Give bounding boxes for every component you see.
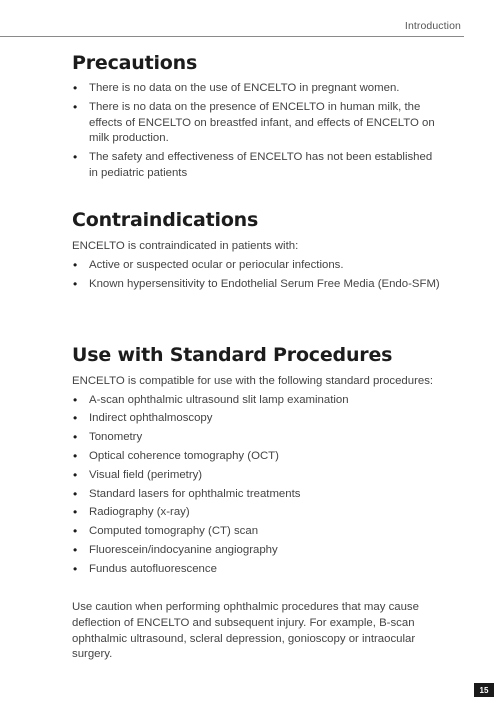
contraindications-section <box>72 208 444 296</box>
list-item: • Indirect ophthalmoscopy <box>72 411 444 427</box>
list-item: • Known hypersensitivity to Endothelial Serum Free Media (Endo-SFM) <box>72 277 444 293</box>
list-item: • The safety and effectiveness of ENCELTO has not been established in pediatric patients <box>72 150 444 181</box>
standard-procedures-list <box>72 393 444 578</box>
precautions-list <box>72 81 444 181</box>
contraindications-heading: Contraindications <box>72 209 259 231</box>
precautions-heading: Precautions <box>72 52 198 74</box>
list-item: • There is no data on the use of ENCELTO in pregnant women. <box>72 81 444 97</box>
running-header: Introduction <box>404 20 461 32</box>
standard-procedures-heading: Use with Standard Procedures <box>72 344 393 366</box>
list-item: • Tonometry <box>72 430 444 446</box>
caution-paragraph: Use caution when performing ophthalmic procedures that may cause deflection of ENCELTO and subsequent injury. For example, B-scan ophthalmic ultrasound, scleral depression, gonioscopy or intraocular surgery. <box>72 601 419 661</box>
list-item: • There is no data on the presence of ENCELTO in human milk, the effects of ENCELTO on breastfed infant, and effects of ENCELTO on milk production. <box>72 100 444 147</box>
contraindications-list <box>72 258 444 293</box>
list-item: • Computed tomography (CT) scan <box>72 524 444 540</box>
list-item: • Standard lasers for ophthalmic treatments <box>72 487 444 503</box>
page-number-badge: 15 <box>474 683 494 697</box>
standard-procedures-intro: ENCELTO is compatible for use with the following standard procedures: <box>72 375 434 387</box>
list-item: • Visual field (perimetry) <box>72 468 444 484</box>
list-item: • A-scan ophthalmic ultrasound slit lamp examination <box>72 393 444 409</box>
precautions-section <box>72 51 444 185</box>
list-item: • Radiography (x-ray) <box>72 505 444 521</box>
list-item: • Fluorescein/indocyanine angiography <box>72 543 444 559</box>
list-item: • Active or suspected ocular or periocular infections. <box>72 258 444 274</box>
standard-procedures-section <box>72 343 444 581</box>
header-divider <box>0 36 464 37</box>
list-item: • Optical coherence tomography (OCT) <box>72 449 444 465</box>
list-item: • Fundus autofluorescence <box>72 562 444 578</box>
contraindications-intro: ENCELTO is contraindicated in patients with: <box>72 240 299 252</box>
